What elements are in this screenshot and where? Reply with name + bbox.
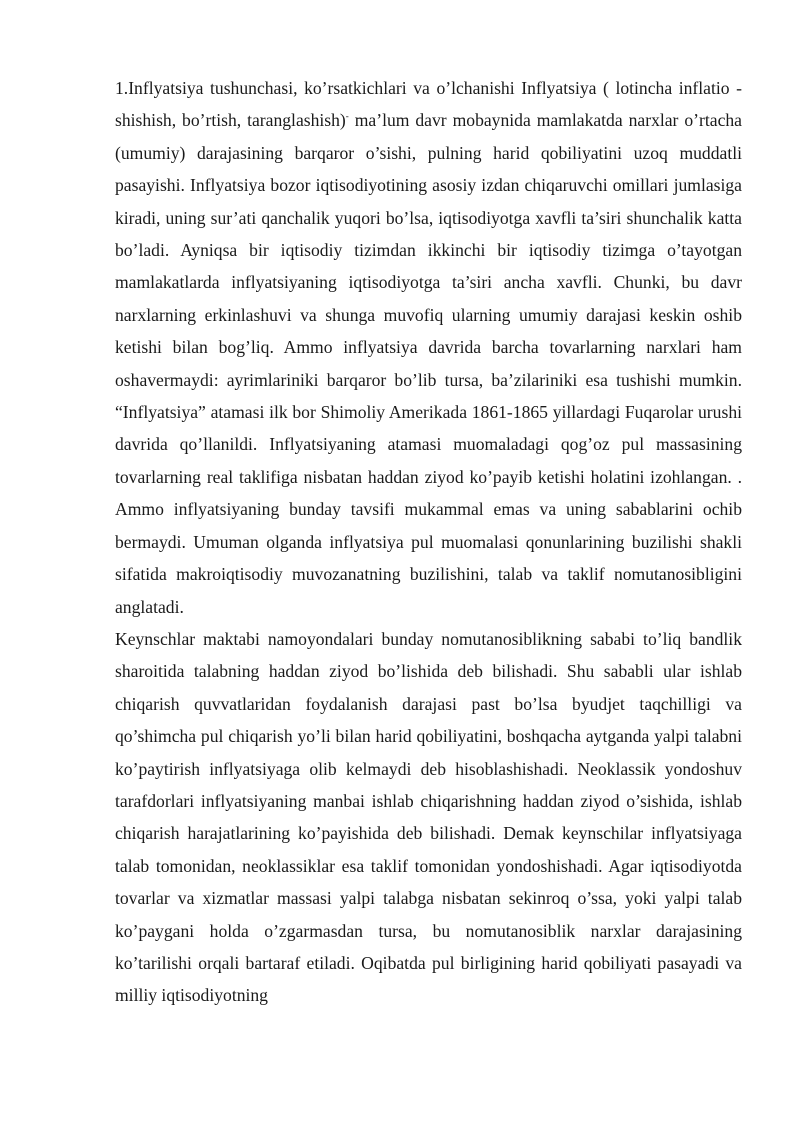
paragraph-inflation-definition <box>115 72 742 623</box>
paragraph-keynesian-view: Keynschlar maktabi namoyondalari bunday nomutanosiblikning sababi to’liq bandlik sharoitida talabning haddan ziyod bo’lishida deb bilishadi. Shu sababli ular ishlab chiqarish quvvatlaridan foydalanish darajasi past bo’lsa byudjet taqchilligi va qo’shimcha pul chiqarish yo’li bilan harid qobiliyatini, boshqacha aytganda yalpi talabni ko’paytirish inflyatsiyaga olib kelmaydi deb hisoblashishadi. Neoklassik yondoshuv tarafdorlari inflyatsiyaning manbai ishlab chiqarishning haddan ziyod o’sishida, ishlab chiqarish harajatlarining ko’payishida deb bilishadi. Demak keynschilar inflyatsiyaga talab tomonidan, neoklassiklar esa taklif tomonidan yondoshishadi. Agar iqtisodiyotda tovarlar va xizmatlar massasi yalpi talabga nisbatan sekinroq o’ssa, yoki yalpi talab ko’paygani holda o’zgarmasdan tursa, bu nomutanosiblik narxlar darajasining ko’tarilishi orqali bartaraf etiladi. Oqibatda pul birligining harid qobiliyati pasayadi va milliy iqtisodiyotning <box>115 628 742 1006</box>
document-page <box>115 72 742 1012</box>
paragraph-text-part-1: 1.Inflyatsiya tushunchasi, ko’rsatkichlari va o’lchanishi Inflyatsiya ( lotincha inflatio - shishish, bo’rtish, taranglashish) <box>115 78 742 131</box>
paragraph-text-part-2: ma’lum davr mobaynida mamlakatda narxlar o’rtacha (umumiy) darajasining barqaror o’sishi, pulning harid qobiliyatini uzoq muddatli pasayishi. Inflyatsiya bozor iqtisodiyotining asosiy izdan chiqaruvchi omillari jumlasiga kiradi, uning sur’ati qanchalik yuqori bo’lsa, iqtisodiyotga xavfli ta’siri shunchalik katta bo’ladi. Ayniqsa bir iqtisodiy tizimdan ikkinchi bir iqtisodiy tizimga o’tayotgan mamlakatlarda inflyatsiyaning iqtisodiyotga ta’siri ancha xavfli. Chunki, bu davr narxlarning erkinlashuvi va shunga muvofiq ularning umumiy darajasi keskin oshib ketishi bilan bog’liq. Ammo inflyatsiya davrida barcha tovarlarning narxlari ham oshavermaydi: ayrimlariniki barqaror bo’lib tursa, ba’zilariniki esa tushishi mumkin. “Inflyatsiya” atamasi ilk bor Shimoliy Amerikada 1861-1865 yillardagi Fuqarolar urushi davrida qo’llanildi. Inflyatsiyaning atamasi muomaladagi qog’oz pul massasining tovarlarning real taklifiga nisbatan haddan ziyod ko’payib ketishi holatini izohlangan. . Ammo inflyatsiyaning bunday tavsifi mukammal emas va uning sabablarini ochib bermaydi. Umuman olganda inflyatsiya pul muomalasi qonunlarining buzilishi shakli sifatida makroiqtisodiy muvozanatning buzilishini, talab va taklif nomutanosibligini anglatadi. <box>115 110 742 617</box>
note-mark: - <box>345 111 349 122</box>
